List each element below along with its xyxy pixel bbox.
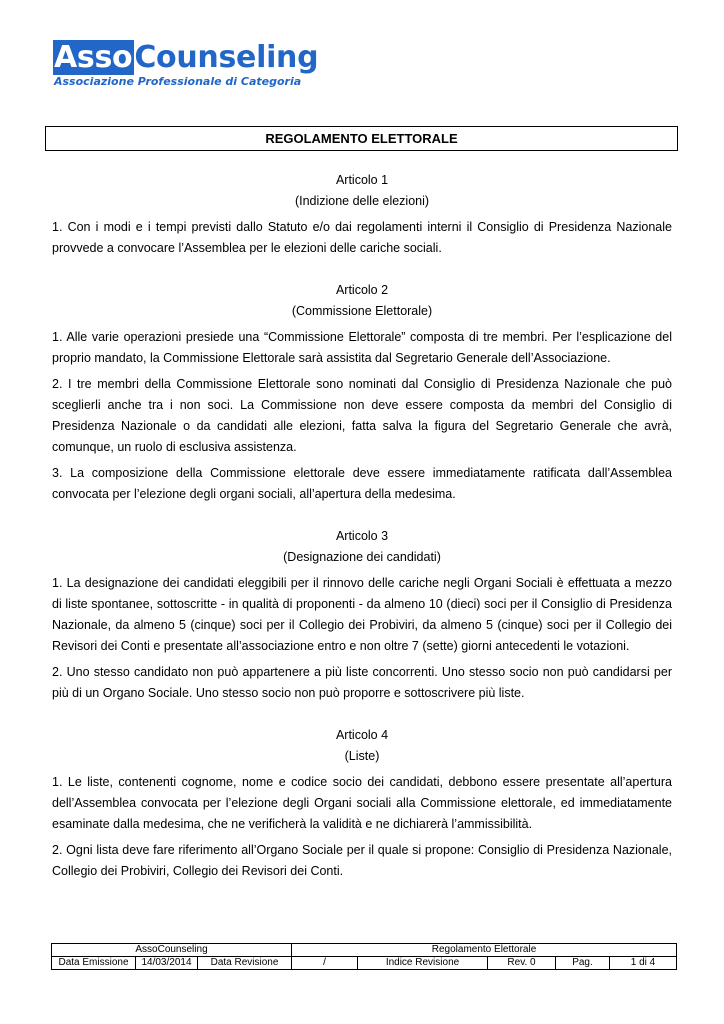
article-4: [52, 725, 672, 882]
article-paragraph: 1. Con i modi e i tempi previsti dallo Statuto e/o dai regolamenti interni il Consiglio di Presidenza Nazionale provvede a convocare l’Assemblea per le elezioni delle cariche sociali.: [52, 220, 672, 255]
article-paragraph: 1. La designazione dei candidati eleggibili per il rinnovo delle cariche negli Organi Sociali è effettuata a mezzo di liste spontanee, sottoscritte - in qualità di proponenti - da almeno 10 (dieci) soci per il Consiglio di Presidenza Nazionale, da almeno 5 (cinque) soci per il Collegio dei Probiviri, da almeno 5 (cinque) soci per il Collegio dei Revisori dei Conti e presentate all’associazione entro e non oltre 7 (sette) giorni antecedenti le votazioni.: [52, 576, 672, 653]
article-paragraph: 2. I tre membri della Commissione Elettorale sono nominati dal Consiglio di Presidenza Nazionale che può sceglierli anche tra i non soci. La Commissione non deve essere composta da membri del Consiglio di Presidenza Nazionale o da candidati alle elezioni, fatta salva la figura del Segretario Generale che avrà, comunque, un ruolo di esclusiva assistenza.: [52, 377, 672, 454]
footer-page: 1 di 4: [610, 957, 677, 970]
article-subheading: (Liste): [344, 749, 380, 763]
logo-asso: Asso: [54, 40, 133, 75]
footer-emission-label: Data Emissione: [52, 957, 136, 970]
article-subheading: (Commissione Elettorale): [291, 304, 433, 318]
article-paragraph: 1. Alle varie operazioni presiede una “Commissione Elettorale” composta di tre membri. Per l’esplicazione del proprio mandato, la Commissione Elettorale sarà assistita dal Segretario Generale dell’Associazione.: [52, 330, 672, 365]
footer-doc: Regolamento Elettorale: [292, 944, 677, 957]
logo-wordmark: [53, 40, 318, 76]
article-heading: Articolo 1: [335, 173, 389, 187]
footer-index-label: Indice Revisione: [358, 957, 488, 970]
document-body: [52, 170, 672, 882]
footer-table: [51, 943, 677, 970]
article-subheading: (Designazione dei candidati): [283, 550, 441, 564]
article-3: [52, 526, 672, 704]
article-2: [52, 280, 672, 505]
article-paragraph: 1. Le liste, contenenti cognome, nome e codice socio dei candidati, debbono essere presentate all’apertura dell’Assemblea convocata per l’elezione degli Organi sociali alla Commissione elettorale, ed immediatamente esaminate dalla medesima, che ne verificherà la validità e ne dichiarerà l’ammissibilità.: [52, 775, 672, 831]
article-paragraph: 2. Ogni lista deve fare riferimento all’Organo Sociale per il quale si propone: Consiglio di Presidenza Nazionale, Collegio dei Probiviri, Collegio dei Revisori dei Conti.: [52, 843, 672, 878]
document-title: REGOLAMENTO ELETTORALE: [45, 126, 678, 151]
footer-emission-date: 14/03/2014: [136, 957, 198, 970]
article-heading: Articolo 2: [335, 283, 389, 297]
article-paragraph: 2. Uno stesso candidato non può appartenere a più liste concorrenti. Uno stesso socio non può candidarsi per più di un Organo Sociale. Uno stesso socio non può proporre e sottoscrivere più liste.: [52, 665, 672, 700]
footer-org: AssoCounseling: [52, 944, 292, 957]
footer-rev: Rev. 0: [488, 957, 556, 970]
logo: [53, 40, 318, 88]
logo-subtitle: Associazione Professionale di Categoria: [54, 75, 302, 88]
logo-counseling: Counseling: [134, 40, 319, 75]
article-subheading: (Indizione delle elezioni): [294, 194, 430, 208]
article-paragraph: 3. La composizione della Commissione elettorale deve essere immediatamente ratificata dall’Assemblea convocata per l’elezione degli organi sociali, all’apertura della medesima.: [52, 466, 672, 501]
footer-page-label: Pag.: [556, 957, 610, 970]
article-heading: Articolo 3: [335, 529, 389, 543]
article-1: [52, 170, 672, 259]
footer-revision-label: Data Revisione: [198, 957, 292, 970]
footer-revision-date: /: [292, 957, 358, 970]
article-heading: Articolo 4: [335, 728, 389, 742]
